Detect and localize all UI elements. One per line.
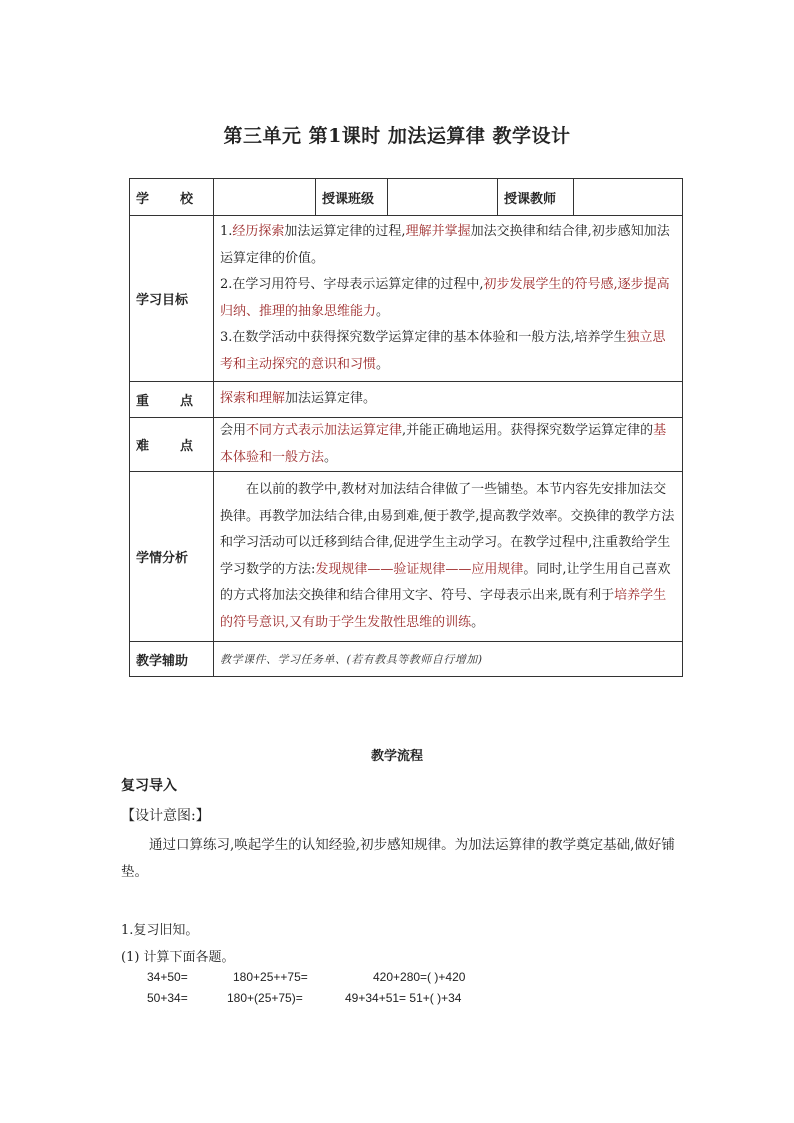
body-text: 加法交换律和结合律,初步感知加法运算定律的价值。	[220, 224, 670, 266]
analysis-label: 学情分析	[130, 472, 214, 642]
calc-title: (1) 计算下面各题。	[121, 950, 235, 965]
emphasis-text: 经历探索	[232, 224, 285, 239]
emphasis-text: 基本体验和一般方法	[220, 423, 667, 465]
school-label: 学 校	[130, 179, 214, 216]
body-text: 。同时,让学生用自己喜欢的方式将加法交换律和结合律用文字、符号、字母表示出来,既有利于	[220, 561, 671, 603]
body-text: 1.	[220, 224, 233, 239]
body-text: 。	[471, 614, 485, 630]
key-label: 重 点	[130, 382, 214, 418]
goal-item	[220, 219, 676, 272]
table-row-key	[130, 382, 683, 418]
goals-label: 学习目标	[130, 216, 214, 382]
body-text: 会用	[220, 423, 247, 438]
key-content	[214, 382, 683, 418]
table-row-goals	[130, 216, 683, 382]
emphasis-text: 培养学生的符号意识,又有助于学生发散性思维的训练	[220, 588, 667, 630]
body-text: ,并能正确地运用。获得探究数学运算定律的	[402, 423, 654, 438]
calc-item: 34+50=	[147, 970, 188, 984]
body-text: 。	[376, 356, 390, 372]
table-row-aids	[130, 642, 683, 677]
teacher-label: 授课教师	[498, 179, 574, 216]
body-text: 。	[324, 449, 338, 465]
goal-item	[220, 325, 676, 378]
body-text: 加法运算定律。	[285, 391, 377, 407]
calc-item: 180+(25+75)=	[227, 991, 303, 1005]
aids-content: 教学课件、学习任务单、(若有教具等教师自行增加)	[214, 642, 683, 677]
calc-item: 420+280=( )+420	[373, 970, 466, 984]
body-text: 。	[376, 303, 390, 319]
intent-label: 【设计意图:】	[121, 808, 210, 824]
intent-text: 通过口算练习,唤起学生的认知经验,初步感知规律。为加法运算律的教学奠定基础,做好铺垫。	[121, 837, 675, 880]
analysis-content	[214, 472, 683, 642]
body-text: 加法运算定律的过程,	[284, 224, 406, 239]
body-text: 在以前的教学中,教材对加法结合律做了一些铺垫。本节内容先安排加法交换律。再教学加法结合律,由易到难,便于教学,提高教学效率。交换律的教学方法和学习活动可以迁移到结合律,促进学生主动学习。在教学过程中,注重教给学生学习数学的方法:	[220, 482, 675, 577]
school-value	[214, 179, 316, 216]
lesson-info-table	[129, 178, 683, 677]
calc-item: 49+34+51= 51+( )+34	[345, 991, 462, 1005]
table-row-difficulty	[130, 418, 683, 472]
body-text: 2.在学习用符号、字母表示运算定律的过程中,	[220, 277, 484, 292]
emphasis-text: 初步发展学生的符号感,逐步提高归纳、推理的抽象思维能力	[220, 277, 670, 319]
page-title: 第三单元 第1课时 加法运算律 教学设计	[223, 125, 571, 147]
class-label: 授课班级	[316, 179, 388, 216]
emphasis-text: 发现规律——验证规律——应用规律	[315, 561, 524, 577]
class-value	[388, 179, 498, 216]
emphasis-text: 探索和理解	[220, 391, 286, 407]
body-text: 3.在数学活动中获得探究数学运算定律的基本体验和一般方法,培养学生	[220, 330, 627, 345]
emphasis-text: 理解并掌握	[405, 224, 471, 239]
teacher-value	[574, 179, 683, 216]
review-title: 1.复习旧知。	[121, 923, 199, 938]
table-row-analysis	[130, 472, 683, 642]
goal-item	[220, 272, 676, 325]
calc-item: 50+34=	[147, 991, 188, 1005]
goals-content	[214, 216, 683, 382]
aids-label: 教学辅助	[130, 642, 214, 677]
emphasis-text: 不同方式表示加法运算定律	[246, 423, 403, 438]
difficulty-label: 难 点	[130, 418, 214, 472]
difficulty-content	[214, 418, 683, 472]
table-row-school	[130, 179, 683, 216]
calc-item: 180+25++75=	[233, 970, 308, 984]
section-title: 复习导入	[121, 778, 177, 794]
emphasis-text: 独立思考和主动探究的意识和习惯	[220, 330, 666, 372]
goals-list	[220, 219, 676, 378]
flow-title: 教学流程	[370, 749, 423, 764]
